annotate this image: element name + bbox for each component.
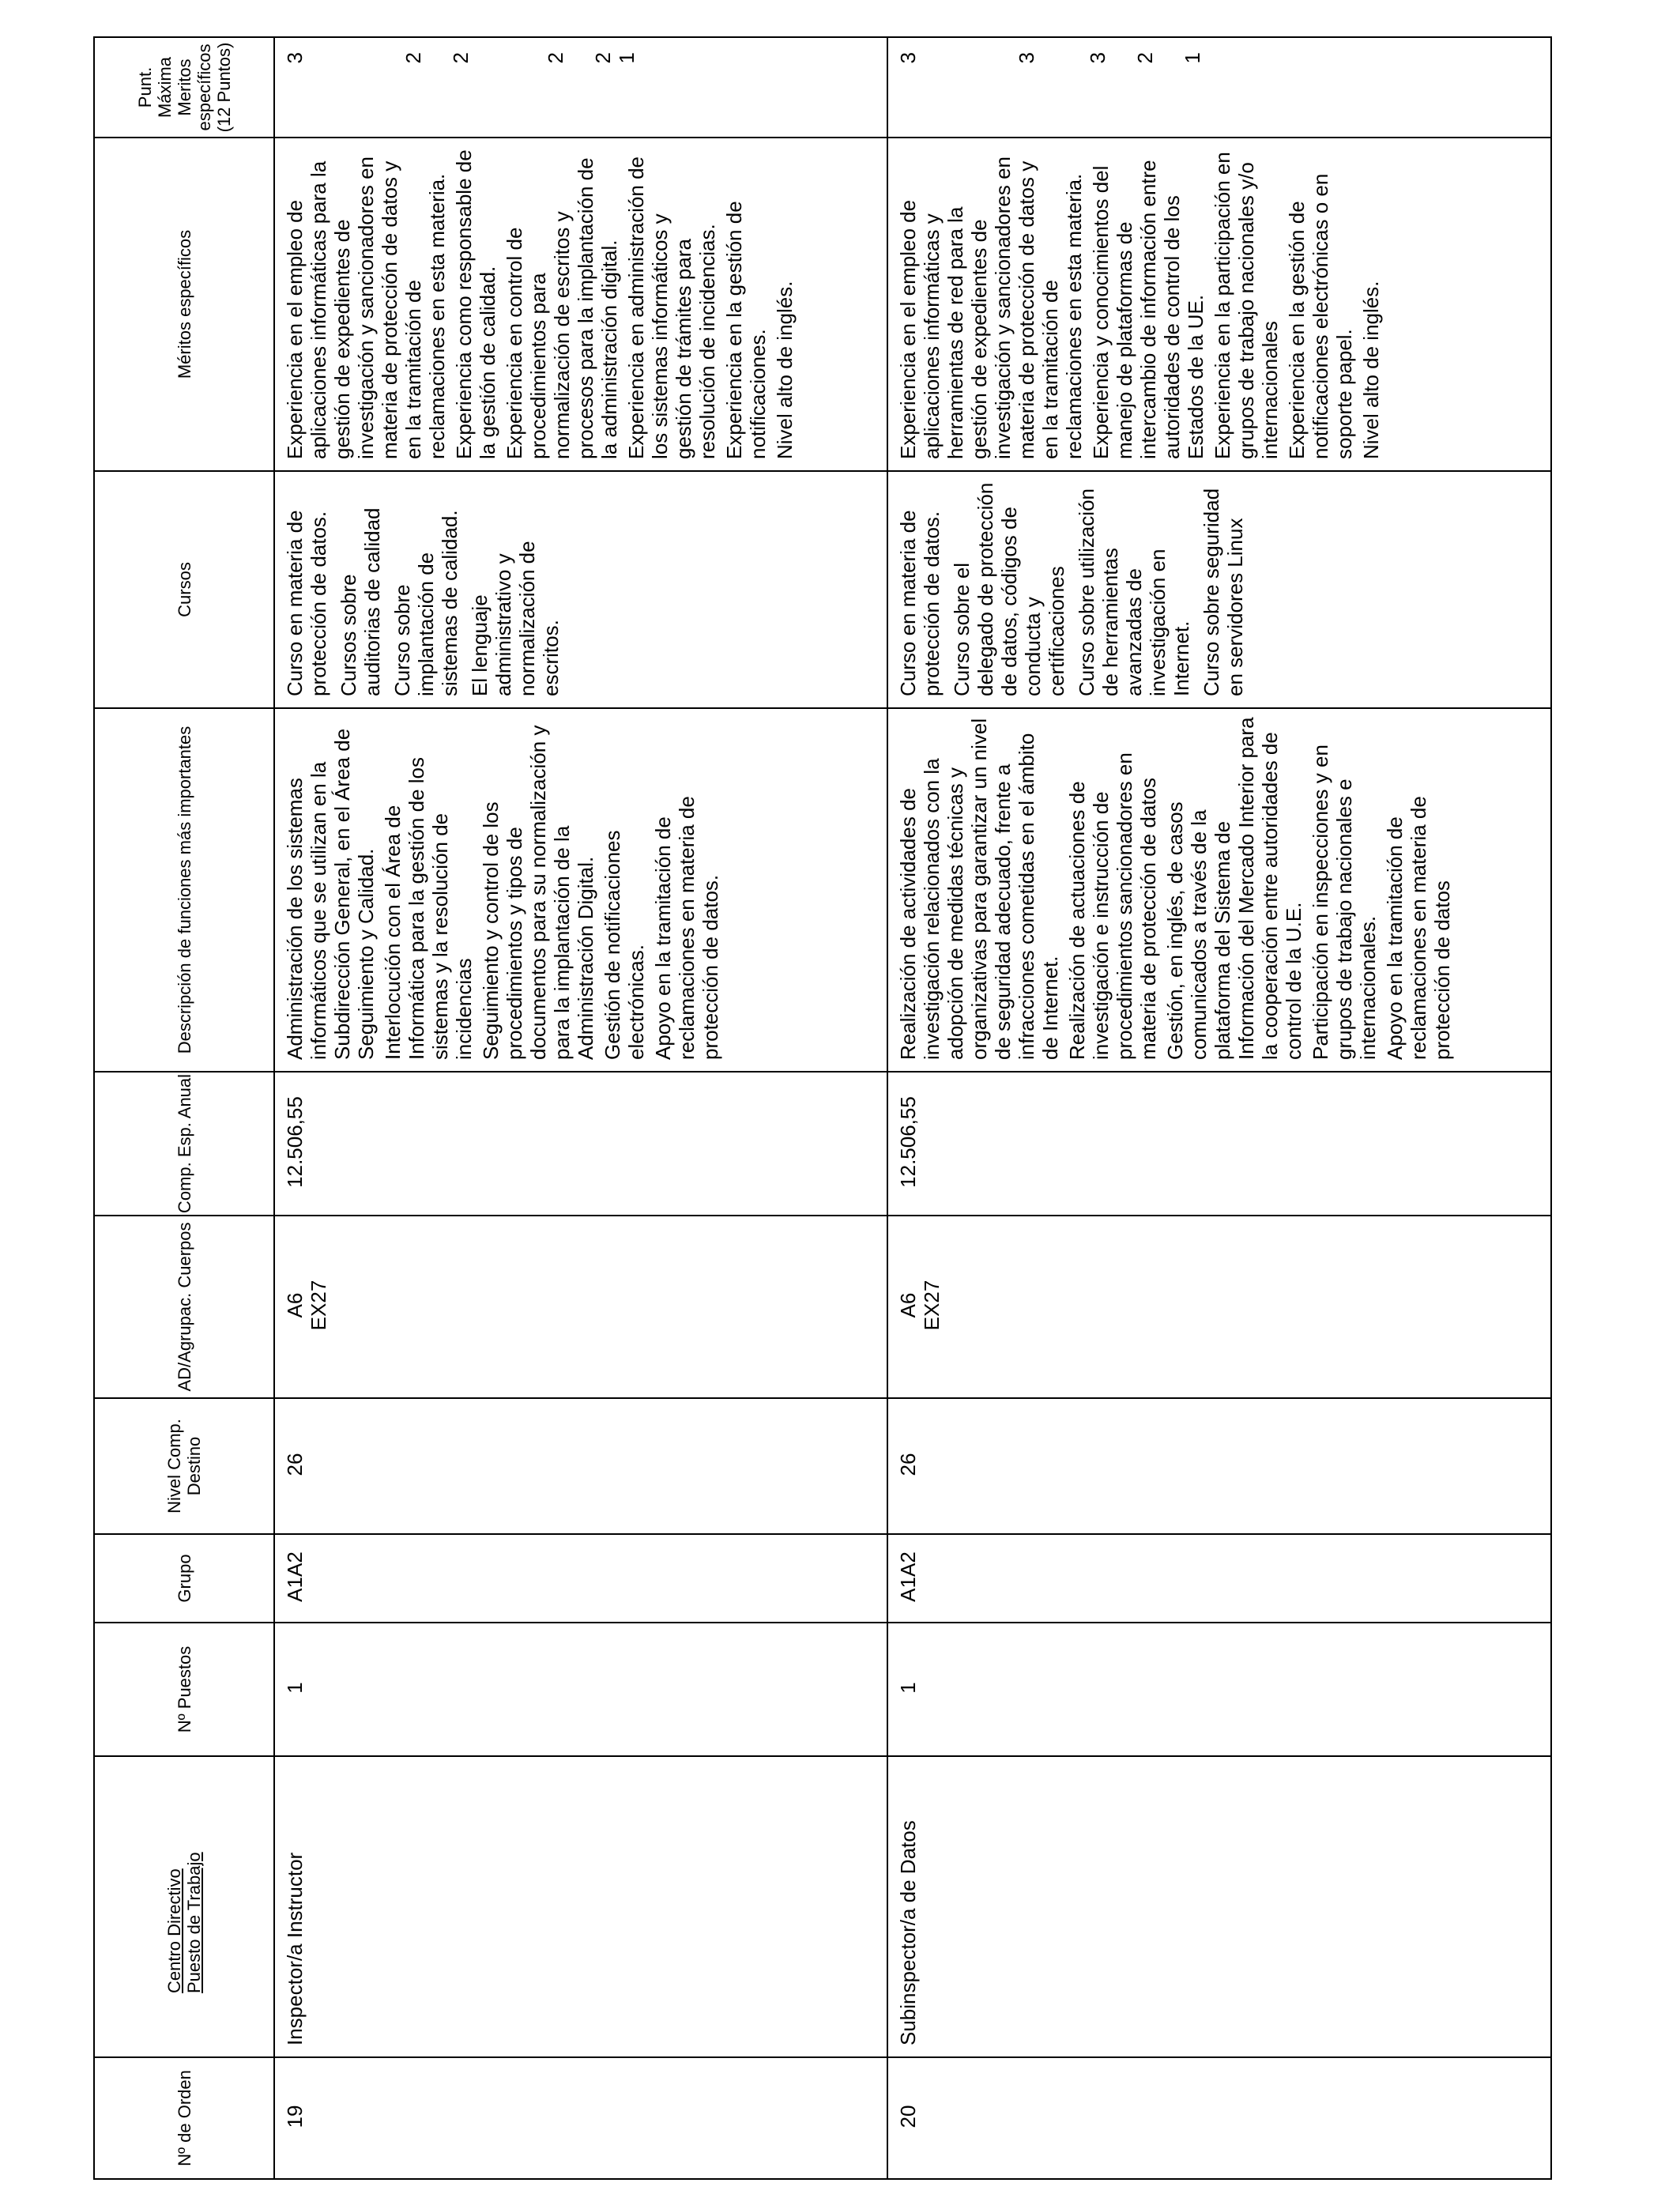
header-puestos: Nº Puestos bbox=[94, 1623, 274, 1756]
nivel-cell: 26 bbox=[274, 1398, 887, 1534]
header-grupo: Grupo bbox=[94, 1534, 274, 1623]
rotated-table-wrapper bbox=[93, 38, 1552, 2180]
comp-cell: 12.506,55 bbox=[887, 1072, 1551, 1216]
merito-item: Experiencia y conocimientos del manejo de plataformas de intercambio de información entre autoridades de control de los Estados de la UE. bbox=[1088, 160, 1207, 459]
ad-value: A6 bbox=[283, 1292, 307, 1318]
merito-points: 2 bbox=[544, 52, 567, 64]
merito-points: 3 bbox=[283, 52, 307, 64]
merito-points: 3 bbox=[1085, 52, 1109, 64]
curso-item: El lenguaje administrativo y normalización de escritos. bbox=[468, 541, 563, 696]
merito-item: Nivel alto de inglés. bbox=[773, 281, 797, 459]
merito-points: 3 bbox=[895, 52, 920, 64]
comp-cell: 12.506,55 bbox=[274, 1072, 887, 1216]
descripcion-item: Participación en inspecciones y en grupos de trabajo nacionales e internacionales. bbox=[1308, 745, 1380, 1060]
curso-item: Curso sobre el delegado de protección de datos, códigos de conducta y certificaciones bbox=[949, 482, 1068, 696]
merito-points: 2 bbox=[1132, 52, 1157, 64]
merito-item: Experiencia en administración de los sistemas informáticos y gestión de trámites para resolución de incidencias. bbox=[624, 156, 719, 459]
curso-item: Curso sobre seguridad en servidores Linux bbox=[1199, 488, 1247, 696]
nivel-cell: 26 bbox=[887, 1398, 1551, 1534]
agrupac-cell bbox=[887, 1216, 1551, 1398]
merito-points: 2 bbox=[449, 52, 473, 64]
merito-item: Experiencia en la gestión de notificaciones electrónicas o en soporte papel. bbox=[1284, 173, 1356, 459]
curso-item: Curso sobre utilización de herramientas avanzadas de investigación en Internet. bbox=[1074, 488, 1193, 696]
meritos-cell bbox=[274, 138, 887, 471]
header-centro: Centro Directivo bbox=[164, 1868, 184, 1993]
cursos-cell bbox=[274, 471, 887, 708]
header-row bbox=[94, 37, 274, 2179]
descripcion-item: Interlocución con el Área de Informática para la gestión de los sistemas y la resolución de incidencias bbox=[381, 757, 476, 1060]
merito-points: 2 bbox=[591, 52, 615, 64]
merito-points: 2 bbox=[401, 52, 425, 64]
header-cursos: Cursos bbox=[94, 471, 274, 708]
agrupac-value: EX27 bbox=[919, 1280, 944, 1331]
table-row bbox=[274, 37, 887, 2179]
header-puntuacion: Punt. Máxima Meritos específicos (12 Puntos) bbox=[94, 37, 274, 138]
header-comp: Comp. Esp. Anual bbox=[94, 1072, 274, 1216]
header-meritos: Méritos específicos bbox=[94, 138, 274, 471]
orden-cell: 19 bbox=[274, 2057, 887, 2179]
curso-item: Curso en materia de protección de datos. bbox=[283, 510, 330, 696]
merito-item: Experiencia como responsable de la gestión de calidad. bbox=[452, 149, 499, 459]
merito-item: Experiencia en control de procedimientos para normalización de escritos y procesos para la implantación de la administración digital. bbox=[503, 157, 621, 459]
merito-item: Experiencia en el empleo de aplicaciones informáticas y herramientas de red para la gestión de expedientes de investigación y sancionadores en materia de protección de datos y en la tramitación de reclamaciones en esta materia. bbox=[895, 156, 1086, 459]
descripcion-item: Seguimiento y control de los procedimientos y tipos de documentos para su normalización y para la implantación de la Administración Digital. bbox=[479, 725, 597, 1060]
merito-item: Nivel alto de inglés. bbox=[1358, 281, 1383, 459]
orden-cell: 20 bbox=[887, 2057, 1551, 2179]
header-puesto: Puesto de Trabajo bbox=[184, 1852, 204, 1993]
agrupac-value: EX27 bbox=[307, 1280, 330, 1331]
descripcion-cell bbox=[887, 708, 1551, 1072]
descripcion-item: Apoyo en la tramitación de reclamaciones en materia de protección de datos. bbox=[651, 796, 722, 1060]
puestos-cell: 1 bbox=[887, 1623, 1551, 1756]
merito-item: Experiencia en el empleo de aplicaciones informáticas para la gestión de expedientes de investigación y sancionadores en materia de protección de datos y en la tramitación de reclamaciones en esta materia. bbox=[283, 156, 449, 459]
puntuacion-cell bbox=[887, 37, 1551, 138]
header-centro-puesto bbox=[94, 1756, 274, 2057]
merito-item: Experiencia en la participación en grupos de trabajo nacionales y/o internacionales bbox=[1210, 152, 1282, 459]
cursos-cell bbox=[887, 471, 1551, 708]
merito-points: 3 bbox=[1014, 52, 1038, 64]
job-positions-table bbox=[93, 36, 1552, 2180]
curso-item: Curso en materia de protección de datos. bbox=[895, 510, 944, 696]
merito-points: 1 bbox=[615, 52, 638, 64]
puesto-cell: Inspector/a Instructor bbox=[274, 1756, 887, 2057]
descripcion-item: Realización de actividades de investigación relacionados con la adopción de medidas técnicas y organizativas para garantizar un nivel de seguridad adecuado, frente a infracciones cometidas en el ámbito de Internet. bbox=[895, 718, 1062, 1060]
descripcion-item: Gestión, en inglés, de casos comunicados a través de la plataforma del Sistema de Información del Mercado Interior para la cooperación entre autoridades de control de la U.E. bbox=[1162, 717, 1305, 1060]
ad-value: A6 bbox=[895, 1292, 920, 1318]
grupo-cell: A1A2 bbox=[887, 1534, 1551, 1623]
descripcion-cell bbox=[274, 708, 887, 1072]
header-agrupac: AD/Agrupac. Cuerpos bbox=[94, 1216, 274, 1398]
merito-points: 1 bbox=[1180, 52, 1204, 64]
curso-item: Curso sobre implantación de sistemas de calidad. bbox=[390, 510, 461, 696]
header-descripcion: Descripción de funciones más importantes bbox=[94, 708, 274, 1072]
header-orden: Nº de Orden bbox=[94, 2057, 274, 2179]
descripcion-item: Apoyo en la tramitación de reclamaciones en materia de protección de datos bbox=[1382, 796, 1454, 1060]
curso-item: Cursos sobre auditorias de calidad bbox=[337, 507, 384, 696]
descripcion-item: Gestión de notificaciones electrónicas. bbox=[601, 830, 648, 1060]
descripcion-item: Realización de actuaciones de investigación e instrucción de procedimientos sancionadores en materia de protección de datos bbox=[1064, 752, 1160, 1060]
meritos-cell bbox=[887, 138, 1551, 471]
puntuacion-cell bbox=[274, 37, 887, 138]
table-row bbox=[887, 37, 1551, 2179]
merito-item: Experiencia en la gestión de notificaciones. bbox=[722, 201, 770, 459]
agrupac-cell bbox=[274, 1216, 887, 1398]
descripcion-item: Administración de los sistemas informáticos que se utilizan en la Subdirección General, en el Área de Seguimiento y Calidad. bbox=[283, 728, 378, 1060]
header-nivel: Nivel Comp. Destino bbox=[94, 1398, 274, 1534]
grupo-cell: A1A2 bbox=[274, 1534, 887, 1623]
puestos-cell: 1 bbox=[274, 1623, 887, 1756]
puesto-cell: Subinspector/a de Datos bbox=[887, 1756, 1551, 2057]
